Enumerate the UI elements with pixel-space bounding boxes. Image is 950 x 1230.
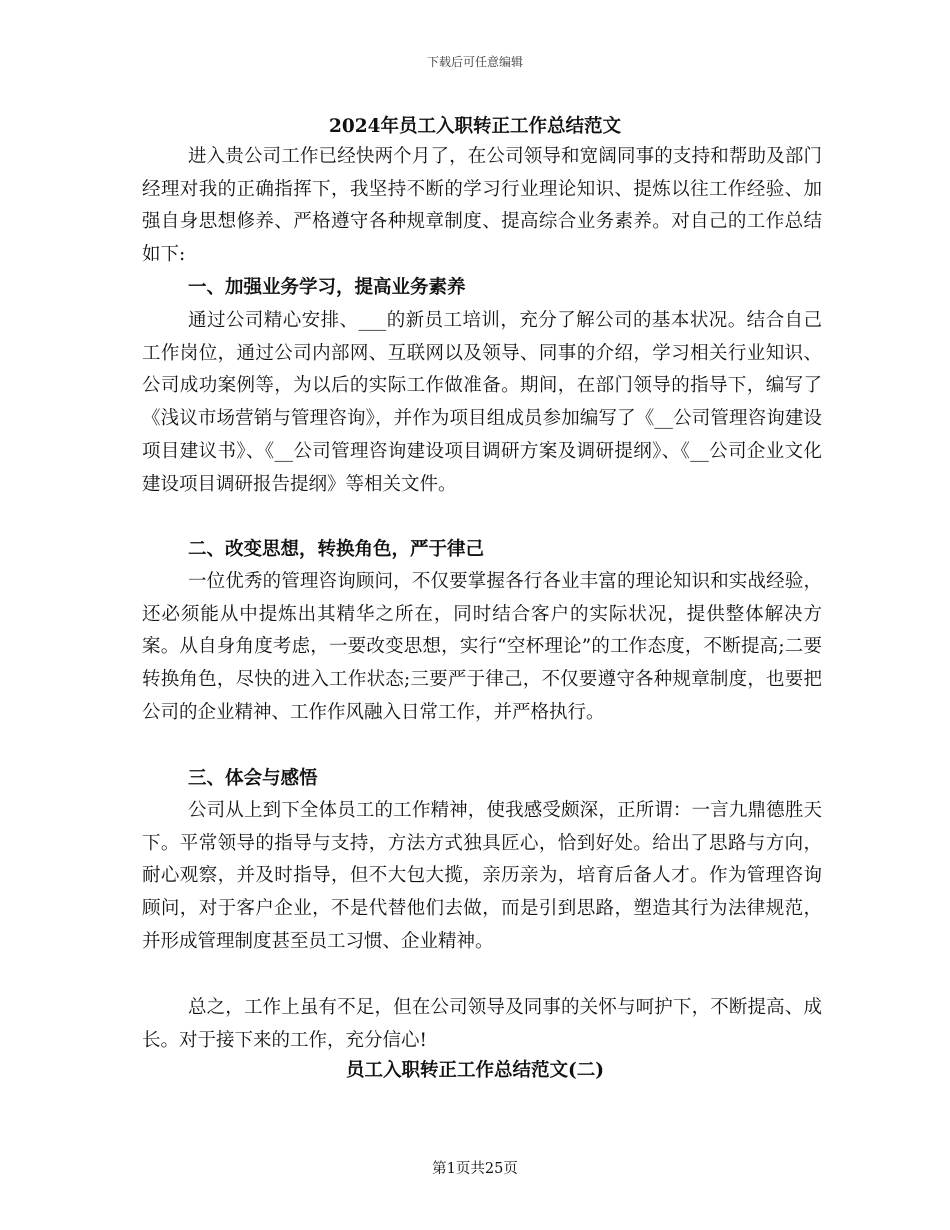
section-1-paragraph: 通过公司精心安排、___的新员工培训，充分了解公司的基本状况。结合自己工作岗位，通过公司内部网、互联网以及领导、同事的介绍，学习相关行业知识、公司成功案例等，为以后的实际工作做准备。期间，在部门领导的指导下，编写了《浅议市场营销与管理咨询》，并作为项目组成员参加编写了《__公司管理咨询建设项目建议书》、《__公司管理咨询建设项目调研方案及调研提纲》、《__公司企业文化建设项目调研报告提纲》等相关文件。 bbox=[142, 310, 822, 495]
page-number: 第1页共25页 bbox=[432, 1161, 518, 1177]
header-note: 下载后可任意编辑 bbox=[426, 55, 523, 69]
section-heading-2: 二、改变思想，转换角色，严于律己 bbox=[188, 539, 485, 560]
section-heading-1: 一、加强业务学习，提高业务素养 bbox=[188, 277, 466, 298]
intro-paragraph: 进入贵公司工作已经快两个月了，在公司领导和宽阔同事的支持和帮助及部门经理对我的正确指挥下，我坚持不断的学习行业理论知识、提炼以往工作经验、加强自身思想修养、严格遵守各种规章制度、提高综合业务素养。对自己的工作总结如下: bbox=[142, 146, 822, 266]
section-3-paragraph: 公司从上到下全体员工的工作精神，使我感受颇深，正所谓：一言九鼎德胜天下。平常领导的指导与支持，方法方式独具匠心，恰到好处。给出了思路与方向，耐心观察，并及时指导，但不大包大揽，亲历亲为，培育后备人才。作为管理咨询顾问，对于客户企业，不是代替他们去做，而是引到思路，塑造其行为法律规范，并形成管理制度甚至员工习惯、企业精神。 bbox=[142, 800, 822, 952]
document-title: 2024年员工入职转正工作总结范文 bbox=[329, 116, 621, 137]
section-heading-3: 三、体会与感悟 bbox=[188, 768, 318, 789]
closing-paragraph: 总之，工作上虽有不足，但在公司领导及同事的关怀与呵护下，不断提高、成长。对于接下来的工作，充分信心! bbox=[142, 997, 822, 1051]
section-2-paragraph: 一位优秀的管理咨询顾问，不仅要掌握各行各业丰富的理论知识和实战经验，还必须能从中提炼出其精华之所在，同时结合客户的实际状况，提供整体解决方案。从自身角度考虑，一要改变思想，实行“空杯理论”的工作态度，不断提高;二要转换角色，尽快的进入工作状态;三要严于律己，不仅要遵守各种规章制度，也要把公司的企业精神、工作作风融入日常工作，并严格执行。 bbox=[142, 571, 822, 723]
second-title: 员工入职转正工作总结范文(二) bbox=[345, 1060, 604, 1081]
